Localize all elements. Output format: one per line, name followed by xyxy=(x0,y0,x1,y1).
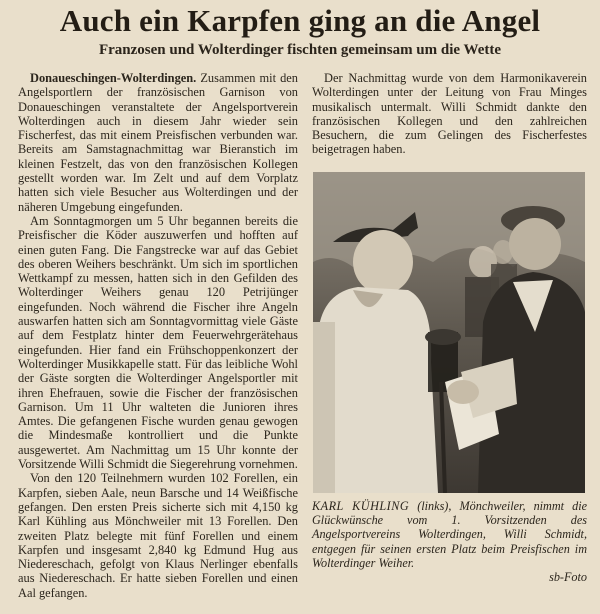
photo-caption xyxy=(312,499,587,584)
subheadline: Franzosen und Wolterdinger fischten gemeinsam um die Wette xyxy=(98,42,502,58)
article-paragraph-2: Am Sonntagmorgen um 5 Uhr begannen bereits die Preisfischer die Köder auszuwerfen und hofften auf einen guten Fang. Die Fangstrecke war auf das Gebiet des oberen Weihers beschränkt. Um sich im sportlichen Wettkampf zu messen, hatten sich in den Gefilden des Wolterdinger Weihers genau 120 Petrijünger eingefunden. Noch während die Fischer ihre Angeln auswarfen hatten sich am Sonntagvormittag viele Gäste auf dem Festplatz hinter dem Feuerwehrgerätehaus eingefunden. Hier fand ein Frühschoppenkonzert der Wolterdinger Musikkapelle statt. Für das leibliche Wohl der Gäste sorgten die Wolterdinger Angelsportler mit ihren Ehefrauen, sowie die Fischer der französischen Garnison. Um 11 Uhr walteten die Junioren ihres Amtes. Die gefangenen Fische wurden genau gewogen die Mindesmaße kontrolliert und die Punkte ausgewertet. Am Nachmittag um 15 Uhr konnte der Vorsitzende Willi Schmidt die Siegerehrung vornehmen. xyxy=(18,213,298,472)
photo-credit: sb-Foto xyxy=(549,570,587,585)
photo-image xyxy=(313,172,585,493)
article-paragraph-3: Von den 120 Teilnehmern wurden 102 Forellen, ein Karpfen, sieben Aale, neun Barsche und 14 Weißfische gefangen. Den ersten Preis sicherte sich mit 4,150 kg Karl Kühling aus Mönchweiler mit 13 Forellen. Den zweiten Platz belegte mit fünf Forellen und einem Karpfen und insgesamt 2,840 kg Edmund Hug aus Niedereschach, gefolgt von Klaus Nerlinger ebenfalls aus Niedereschach. Er hatte sieben Forellen und einen Aal gefangen. xyxy=(18,471,298,600)
article-paragraph-1 xyxy=(18,71,298,214)
article-column-left xyxy=(18,71,298,600)
caption-text: (links), Mönchweiler, nimmt die Glückwünsche vom 1. Vorsitzenden des Angelsportvereins Wolterdingen, Willi Schmidt, entgegen für seinen ersten Platz beim Preisfischen im Wolterdinger Weiher. xyxy=(312,499,587,570)
article-paragraph-4: Der Nachmittag wurde von dem Harmonikaverein Wolterdingen unter der Leitung von Frau Minges musikalisch untermalt. Willi Schmidt dankte den französischen Kollegen und den zahlreichen Besuchern, die zum Gelingen des Fischerfestes beigetragen haben. xyxy=(312,71,587,157)
dateline: Donaueschingen-Wolterdingen. xyxy=(30,71,197,85)
paragraph-1-text: Zusammen mit den Angelsportlern der französischen Garnison von Donaueschingen veranstaltete der Angelsportverein Wolterdingen auch in diesem Jahr wieder sein Fischerfest, das mit einem Preisfischen verbunden war. Bereits am Samstagnachmittag war Bieranstich im kleinen Festzelt, das von den französischen Kollegen gestellt worden war. Im Zelt und auf dem Vorplatz hatten sich viele Besucher aus Wolterdingen und der näheren Umgebung eingefunden. xyxy=(18,71,298,214)
headline: Auch ein Karpfen ging an die Angel xyxy=(59,3,541,38)
article-column-right xyxy=(312,71,587,157)
caption-name: KARL KÜHLING xyxy=(312,499,410,513)
photo-award-handshake xyxy=(313,172,585,493)
